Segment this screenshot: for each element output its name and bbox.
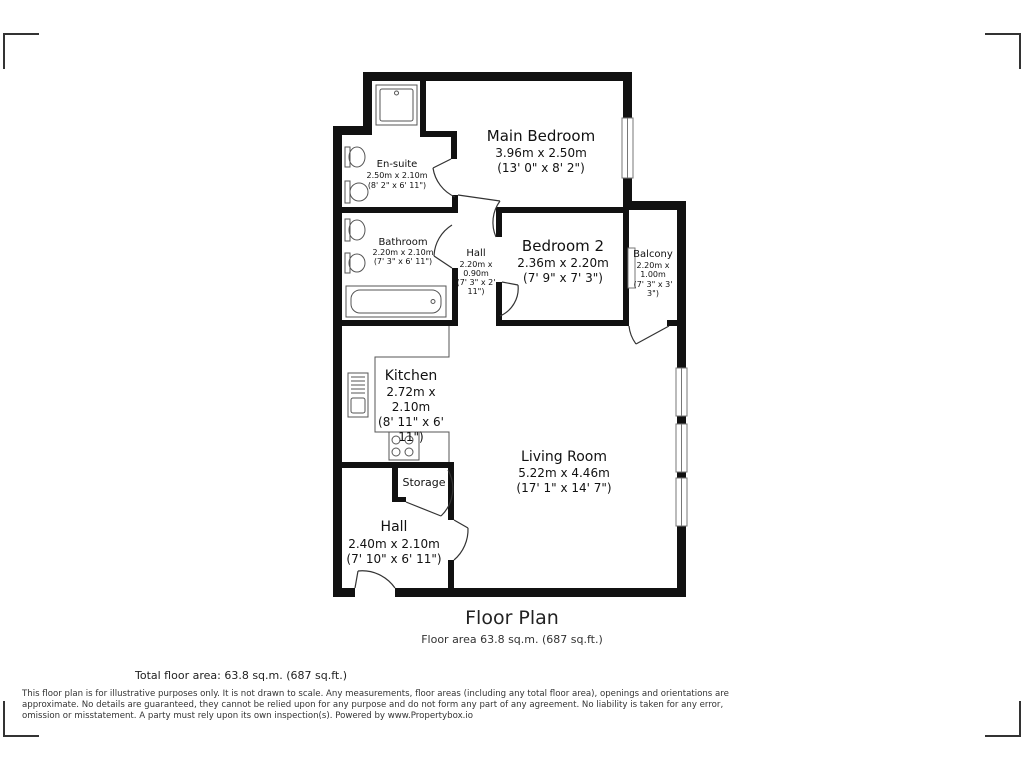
room-dimension-imperial: (17' 1" x 14' 7") — [516, 481, 612, 495]
room-dimension: 2.20m x 2.10m — [372, 248, 434, 257]
room-name: Storage — [402, 476, 446, 489]
room-dimension-imperial: (7' 9" x 7' 3") — [523, 271, 603, 285]
room-label-kitchen — [378, 368, 444, 444]
disclaimer-text: This floor plan is for illustrative purposes only. It is not drawn to scale. Any measurements, floor areas (including any total floor area), openings and orientations are approximate. No details are guaranteed, they cannot be relied upon for any purpose and do not form any part of any agreement. No liability is taken for any error, omission or misstatement. A party must rely upon its own inspection(s). Powered by www.Propertybox.io — [22, 689, 729, 721]
total-floor-area: Total floor area: 63.8 sq.m. (687 sq.ft.) — [135, 669, 348, 682]
room-label-storage — [402, 476, 445, 489]
room-label-bedroom-2 — [517, 237, 609, 285]
room-name: En-suite — [376, 159, 418, 170]
shower-tray-icon — [376, 85, 417, 125]
room-dimension-imperial: (13' 0" x 8' 2") — [497, 161, 585, 175]
room-name: Kitchen — [384, 368, 438, 384]
room-label-bathroom — [372, 237, 433, 266]
room-dimension: 2.20m x — [459, 260, 493, 269]
room-dimension: 2.72m x — [386, 385, 436, 399]
room-label-hall-inner — [457, 248, 496, 296]
room-label-living-room — [516, 449, 611, 495]
plan-title: Floor Plan — [465, 607, 559, 629]
sink-icon — [348, 373, 368, 417]
room-dimension-imperial: (7' 3" x 6' 11") — [373, 257, 433, 266]
room-dimension-imperial: 3") — [647, 289, 659, 298]
room-dimension-imperial: (7' 3" x 3' — [633, 280, 673, 289]
room-name: Living Room — [521, 449, 607, 465]
room-dimension: 2.40m x 2.10m — [348, 537, 440, 551]
plan-floor-area: Floor area 63.8 sq.m. (687 sq.ft.) — [421, 633, 603, 646]
room-name: Bedroom 2 — [521, 237, 605, 255]
room-dimension: 2.50m x 2.10m — [366, 171, 428, 180]
room-dimension: 2.10m — [391, 400, 431, 414]
room-dimension: 1.00m — [640, 270, 666, 279]
room-name: Hall — [380, 519, 408, 535]
room-dimension: 0.90m — [463, 269, 489, 278]
room-dimension-imperial: (7' 10" x 6' 11") — [346, 552, 442, 566]
room-label-balcony — [633, 249, 673, 298]
bathtub-icon — [346, 286, 446, 317]
room-dimension-imperial: 11") — [398, 430, 424, 444]
room-name: Balcony — [633, 249, 673, 260]
room-dimension: 2.20m x — [636, 261, 670, 270]
bathroom-basin-icon — [345, 253, 365, 273]
bathroom-toilet-icon — [345, 219, 365, 241]
room-label-en-suite — [366, 159, 427, 190]
room-label-hall-entrance — [346, 519, 441, 566]
room-dimension: 5.22m x 4.46m — [518, 466, 610, 480]
room-dimension-imperial: (7' 3" x 2' — [456, 278, 496, 287]
room-name: Hall — [466, 248, 486, 259]
room-dimension: 2.36m x 2.20m — [517, 256, 609, 270]
room-name: Bathroom — [378, 237, 428, 248]
en-suite-toilet-icon — [345, 147, 365, 167]
room-dimension-imperial: (8' 2" x 6' 11") — [367, 181, 427, 190]
room-dimension: 3.96m x 2.50m — [495, 146, 587, 160]
room-name: Main Bedroom — [486, 127, 596, 145]
room-dimension-imperial: 11") — [467, 287, 485, 296]
room-label-main-bedroom — [487, 127, 595, 175]
room-dimension-imperial: (8' 11" x 6' — [378, 415, 444, 429]
en-suite-basin-icon — [345, 181, 368, 203]
